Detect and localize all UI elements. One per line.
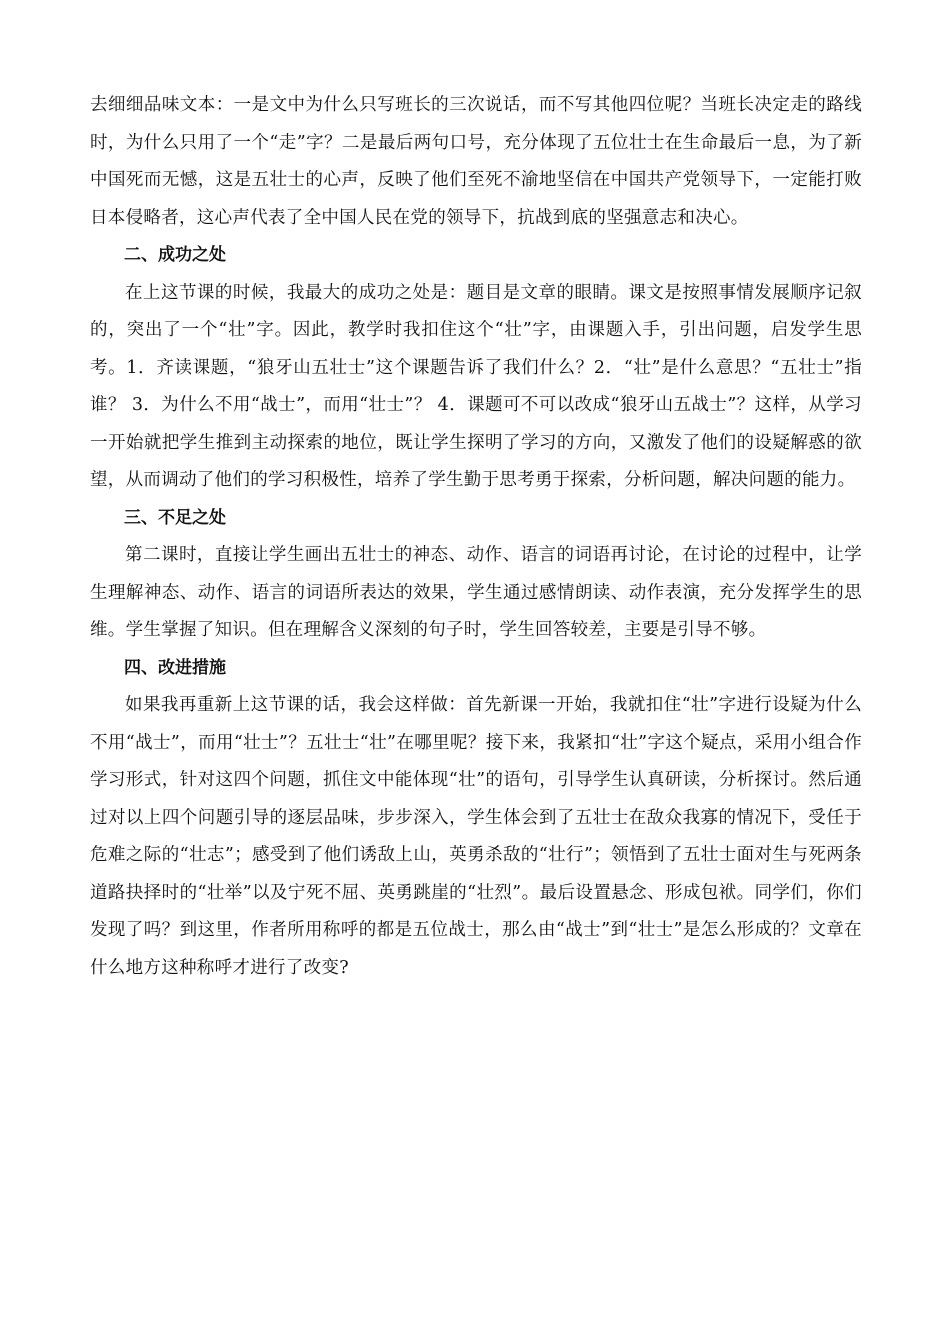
section-body-improvements: 如果我再重新上这节课的话，我会这样做：首先新课一开始，我就扣住“壮”字进行设疑为什么不用“战士”，而用“壮士”？五壮士“壮”在哪里呢？接下来，我紧扣“壮”字这个疑点，采用小组合作学习形式，针对这四个问题，抓住文中能体现“壮”的语句，引导学生认真研读，分析探讨。然后通过对以上四个问题引导的逐层品味，步步深入，学生体会到了五壮士在敌众我寡的情况下，受任于危难之际的“壮志”；感受到了他们诱敌上山，英勇杀敌的“壮行”；领悟到了五壮士面对生与死两条道路抉择时的“壮举”以及宁死不屈、英勇跳崖的“壮烈”。最后设置悬念、形成包袱。同学们，你们发现了吗？到这里，作者所用称呼的都是五位战士，那么由“战士”到“壮士”是怎么形成的？文章在什么地方这种称呼才进行了改变? xyxy=(90,695,862,978)
intro-paragraph: 去细细品味文本：一是文中为什么只写班长的三次说话，而不写其他四位呢？当班长决定走的路线时，为什么只用了一个“走”字？二是最后两句口号，充分体现了五位壮士在生命最后一息，为了新中国死而无憾，这是五壮士的心声，反映了他们至死不渝地坚信在中国共产党领导下，一定能打败日本侵略者，这心声代表了全中国人民在党的领导下，抗战到底的坚强意志和决心。 xyxy=(90,95,862,228)
section-body-success: 在上这节课的时候，我最大的成功之处是：题目是文章的眼睛。课文是按照事情发展顺序记叙的，突出了一个“壮”字。因此，教学时我扣住这个“壮”字，由课题入手，引出问题，启发学生思考。1．齐读课题，“狼牙山五壮士”这个课题告诉了我们什么？2．“壮”是什么意思？“五壮士”指谁？ 3．为什么不用“战士”，而用“壮士”？ 4．课题可不可以改成“狼牙山五战士”？这样，从学习一开始就把学生推到主动探索的地位，既让学生探明了学习的方向，又激发了他们的设疑解惑的欲望，从而调动了他们的学习积极性，培养了学生勤于思考勇于探索，分析问题，解决问题的能力。 xyxy=(90,282,862,490)
section-heading-shortcomings: 三、不足之处 xyxy=(124,507,226,528)
section-body-shortcomings: 第二课时，直接让学生画出五壮士的神态、动作、语言的词语再讨论，在讨论的过程中，让学生理解神态、动作、语言的词语所表达的效果，学生通过感情朗读、动作表演，充分发挥学生的思维。学生掌握了知识。但在理解含义深刻的句子时，学生回答较差，主要是引导不够。 xyxy=(90,545,862,640)
document-page xyxy=(90,87,862,987)
section-heading-success: 二、成功之处 xyxy=(124,245,226,265)
section-heading-improvements: 四、改进措施 xyxy=(124,657,226,678)
